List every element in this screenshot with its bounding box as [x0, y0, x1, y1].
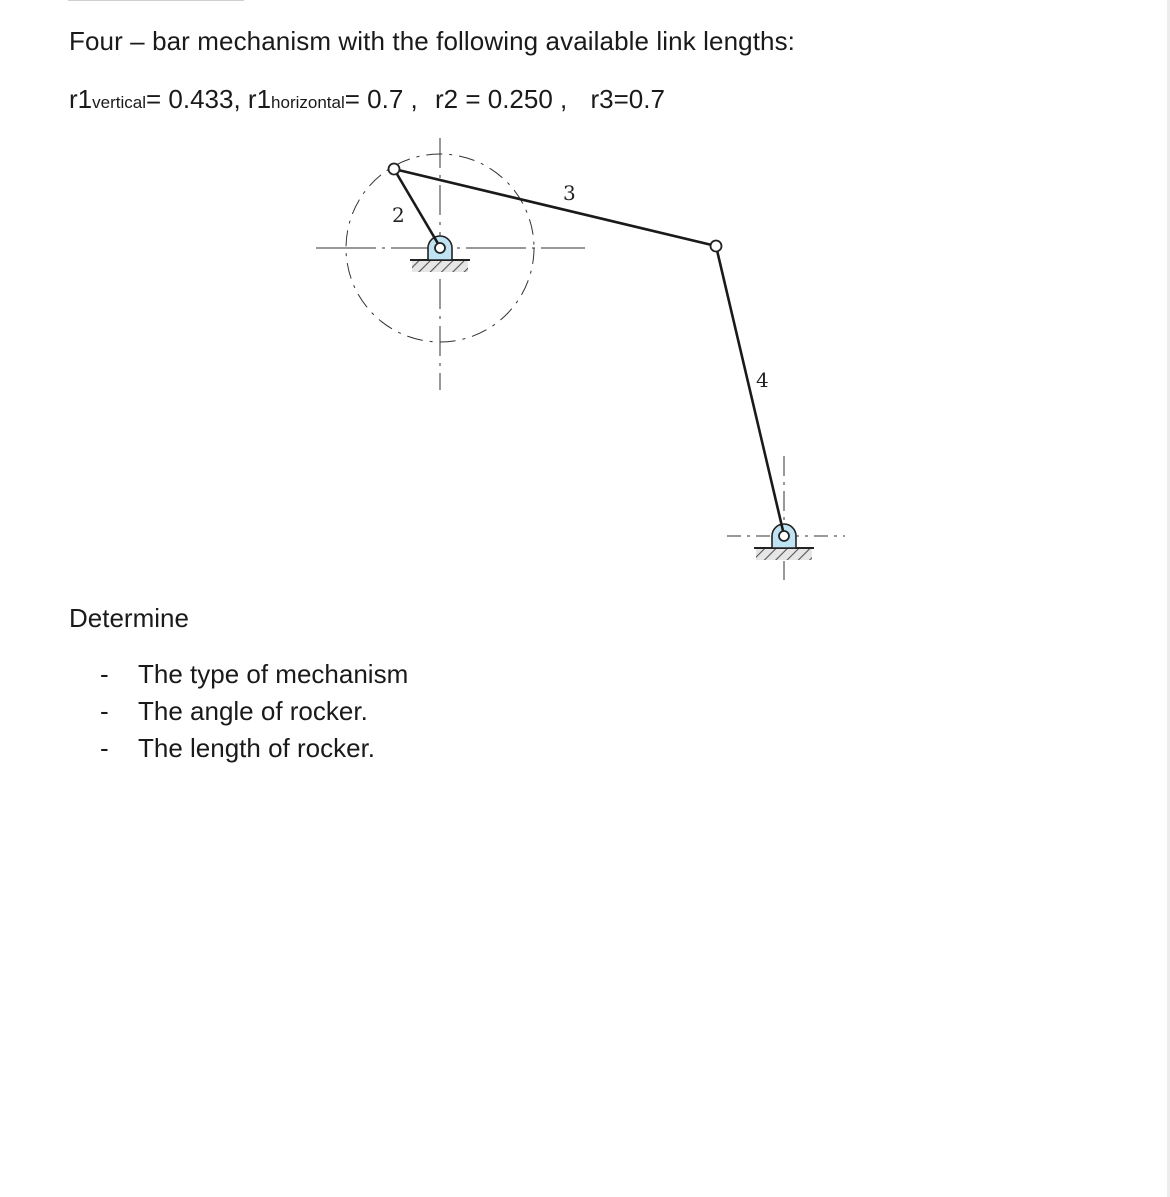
r1-horizontal-value: = 0.7 , — [344, 84, 418, 114]
joint-crank-ground — [435, 243, 445, 253]
bullet-dash: - — [100, 659, 109, 689]
determine-heading: Determine — [69, 603, 189, 633]
list-item — [100, 695, 408, 732]
bullet-dash: - — [100, 696, 109, 726]
link-4-label: 4 — [756, 368, 769, 392]
link-3-label: 3 — [563, 181, 576, 205]
r3-value: r3=0.7 — [590, 84, 665, 114]
crank-ground-hatch — [412, 260, 468, 272]
r2-value: r2 = 0.250 , — [435, 84, 568, 114]
link-2-label: 2 — [392, 203, 405, 227]
joint-crank-coupler — [389, 164, 400, 175]
joint-coupler-rocker — [711, 241, 722, 252]
r1-horizontal-symbol: r1 — [247, 84, 272, 114]
rocker-ground-hatch — [756, 548, 812, 560]
bullet-dash: - — [100, 733, 109, 763]
r1-vertical-symbol: r1 — [69, 84, 93, 114]
task-list — [100, 658, 408, 769]
problem-title: Four – bar mechanism with the following available link lengths: — [69, 26, 795, 56]
task-length-of-rocker: The length of rocker. — [138, 733, 376, 763]
r1-vertical-value: = 0.433, — [145, 84, 241, 114]
task-angle-of-rocker: The angle of rocker. — [138, 696, 368, 726]
r1-vertical-subscript: vertical — [92, 93, 146, 112]
task-type-of-mechanism: The type of mechanism — [138, 659, 409, 689]
link-3-coupler — [394, 169, 716, 246]
r1-horizontal-subscript: horizontal — [271, 93, 345, 112]
joint-rocker-ground — [779, 531, 789, 541]
list-item — [100, 732, 408, 769]
link-4-rocker — [716, 246, 784, 535]
list-item — [100, 658, 408, 695]
